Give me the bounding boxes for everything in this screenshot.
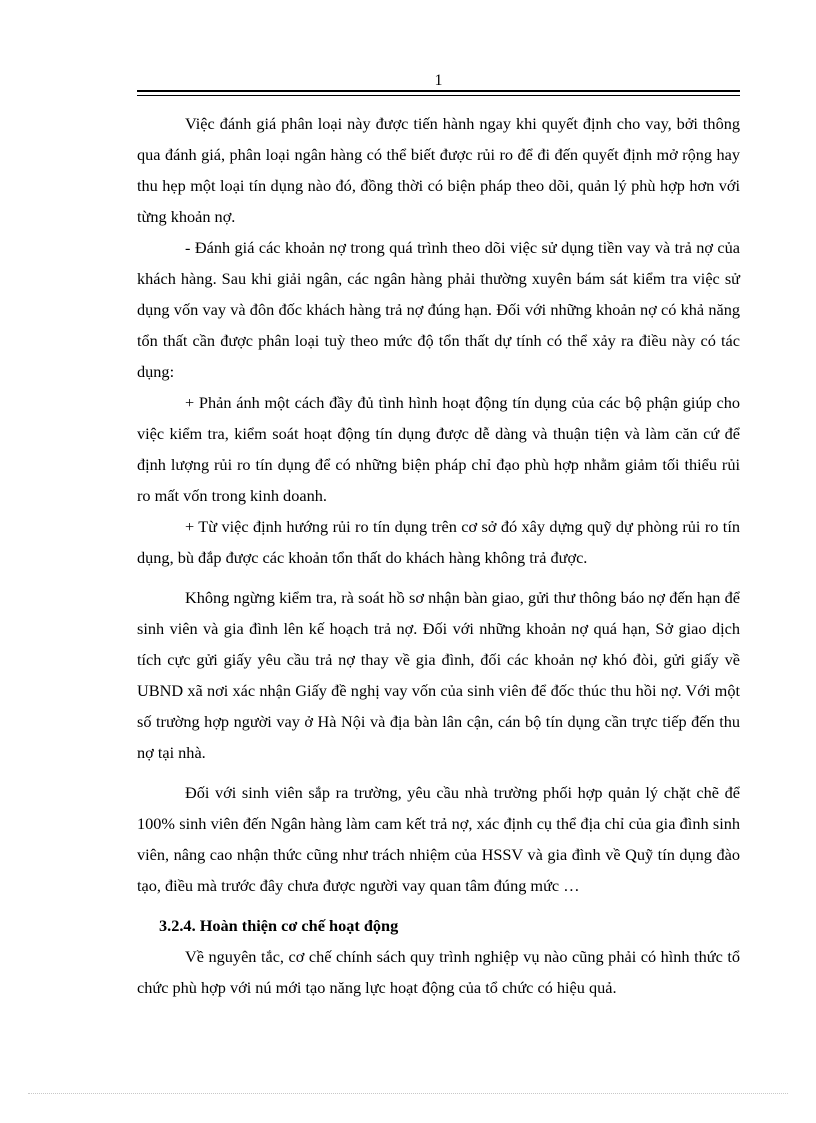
paragraph-2: - Đánh giá các khoản nợ trong quá trình theo dõi việc sử dụng tiền vay và trả nợ của khách hàng. Sau khi giải ngân, các ngân hàng phải thường xuyên bám sát kiểm tra việc sử dụng vốn vay và đôn đốc khách hàng trả nợ đúng hạn. Đối với những khoản nợ có khả năng tổn thất cần được phân loại tuỳ theo mức độ tổn thất dự tính có thể xảy ra điều này có tác dụng: — [137, 238, 740, 381]
paragraph-4: + Từ việc định hướng rủi ro tín dụng trên cơ sở đó xây dựng quỹ dự phòng rủi ro tín dụng, bù đắp được các khoản tổn thất do khách hàng không trả được. — [137, 517, 740, 567]
header-rule — [137, 90, 740, 92]
paragraph-6: Đối với sinh viên sắp ra trường, yêu cầu nhà trường phối hợp quản lý chặt chẽ để 100% sinh viên đến Ngân hàng làm cam kết trả nợ, xác định cụ thể địa chỉ của gia đình sinh viên, nâng cao nhận thức cũng như trách nhiệm của HSSV và gia đình về Quỹ tín dụng đào tạo, điều mà trước đây chưa được người vay quan tâm đúng mức … — [137, 783, 740, 895]
paragraph-3: + Phản ánh một cách đầy đủ tình hình hoạt động tín dụng của các bộ phận giúp cho việc kiểm tra, kiểm soát hoạt động tín dụng được dễ dàng và thuận tiện và làm căn cứ để định lượng rủi ro tín dụng để có những biện pháp chỉ đạo phù hợp nhằm giảm tối thiểu rủi ro mất vốn trong kinh doanh. — [137, 393, 740, 505]
paragraph-7: Về nguyên tắc, cơ chế chính sách quy trình nghiệp vụ nào cũng phải có hình thức tổ chức phù hợp với nú mới tạo năng lực hoạt động của tổ chức có hiệu quả. — [137, 947, 740, 997]
paragraph-1: Việc đánh giá phân loại này được tiến hành ngay khi quyết định cho vay, bởi thông qua đánh giá, phân loại ngân hàng có thể biết được rủi ro để đi đến quyết định mở rộng hay thu hẹp một loại tín dụng nào đó, đồng thời có biện pháp theo dõi, quản lý phù hợp hơn với từng khoản nợ. — [137, 114, 740, 226]
footer-dotted-line — [28, 1093, 788, 1094]
section-heading: 3.2.4. Hoàn thiện cơ chế hoạt động — [159, 916, 399, 935]
page-number: 1 — [434, 72, 443, 89]
paragraph-5: Không ngừng kiểm tra, rà soát hồ sơ nhận bàn giao, gửi thư thông báo nợ đến hạn để sinh viên và gia đình lên kế hoạch trả nợ. Đối với những khoản nợ quá hạn, Sở giao dịch tích cực gửi giấy yêu cầu trả nợ thay về gia đình, đối các khoản nợ khó đòi, gửi giấy về UBND xã nơi xác nhận Giấy đề nghị vay vốn của sinh viên để đốc thúc thu hồi nợ. Với một số trường hợp người vay ở Hà Nội và địa bàn lân cận, cán bộ tín dụng cần trực tiếp đến thu nợ tại nhà. — [137, 588, 740, 762]
document-body — [137, 108, 740, 1003]
header-rule-thin — [137, 95, 740, 96]
